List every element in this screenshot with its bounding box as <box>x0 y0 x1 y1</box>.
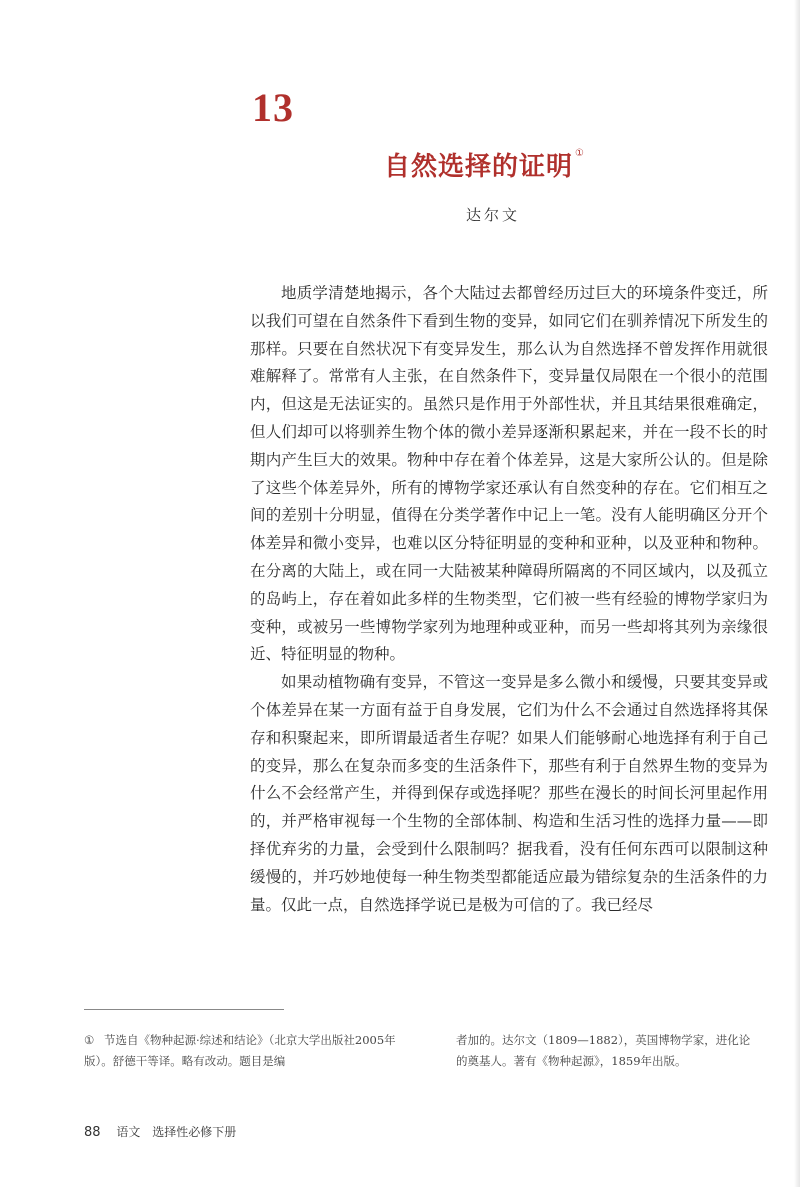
author-name: 达尔文 <box>466 206 521 224</box>
page-number: 88 <box>84 1125 101 1140</box>
footnote-column-left <box>84 1030 404 1072</box>
book-label: 选择性必修下册 <box>152 1125 237 1139</box>
footnote-column-right: 者加的。达尔文（1809—1882），英国博物学家，进化论的奠基人。著有《物种起源》，1859年出版。 <box>456 1033 751 1068</box>
paragraph: 地质学清楚地揭示，各个大陆过去都曾经历过巨大的环境条件变迁，所以我们可望在自然条件下看到生物的变异，如同它们在驯养情况下所发生的那样。只要在自然状况下有变异发生，那么认为自然选择不曾发挥作用就很难解释了。常常有人主张，在自然条件下，变异量仅局限在一个很小的范围内，但这是无法证实的。虽然只是作用于外部性状，并且其结果很难确定，但人们却可以将驯养生物个体的微小差异逐渐积累起来，并在一段不长的时期内产生巨大的效果。物种中存在着个体差异，这是大家所公认的。但是除了这些个体差异外，所有的博物学家还承认有自然变种的存在。它们相互之间的差别十分明显，值得在分类学著作中记上一笔。没有人能明确区分开个体差异和微小变异，也难以区分特征明显的变种和亚种，以及亚种和物种。在分离的大陆上，或在同一大陆被某种障碍所隔离的不同区域内，以及孤立的岛屿上，存在着如此多样的生物类型，它们被一些有经验的博物学家归为变种，或被另一些博物学家列为地理种或亚种，而另一些却将其列为亲缘很近、特征明显的物种。 <box>250 284 768 664</box>
footnote-divider <box>84 1009 284 1010</box>
page-footer <box>84 1123 244 1140</box>
footnote-text-left: 节选自《物种起源·综述和结论》（北京大学出版社2005年版）。舒德干等译。略有改动。题目是编 <box>84 1033 396 1068</box>
lesson-title-block <box>384 146 582 183</box>
footnote-marker: ① <box>84 1033 95 1047</box>
subject-label: 语文 <box>116 1125 141 1139</box>
article-body <box>250 280 768 919</box>
lesson-title: 自然选择的证明 <box>384 152 574 182</box>
footnote-reference[interactable]: ① <box>575 148 584 159</box>
paragraph: 如果动植物确有变异，不管这一变异是多么微小和缓慢，只要其变异或个体差异在某一方面有益于自身发展，它们为什么不会通过自然选择将其保存和积聚起来，即所谓最适者生存呢？如果人们能够耐心地选择有利于自己的变异，那么在复杂而多变的生活条件下，那些有利于自然界生物的变异为什么不会经常产生，并得到保存或选择呢？那些在漫长的时间长河里起作用的，并严格审视每一个生物的全部体制、构造和生活习性的选择力量——即择优弃劣的力量，会受到什么限制吗？据我看，没有任何东西可以限制这种缓慢的，并巧妙地使每一种生物类型都能适应最为错综复杂的生活条件的力量。仅此一点，自然选择学说已是极为可信的了。我已经尽 <box>250 673 768 914</box>
page-edge-shadow <box>794 0 800 1187</box>
lesson-number: 13 <box>252 85 294 130</box>
